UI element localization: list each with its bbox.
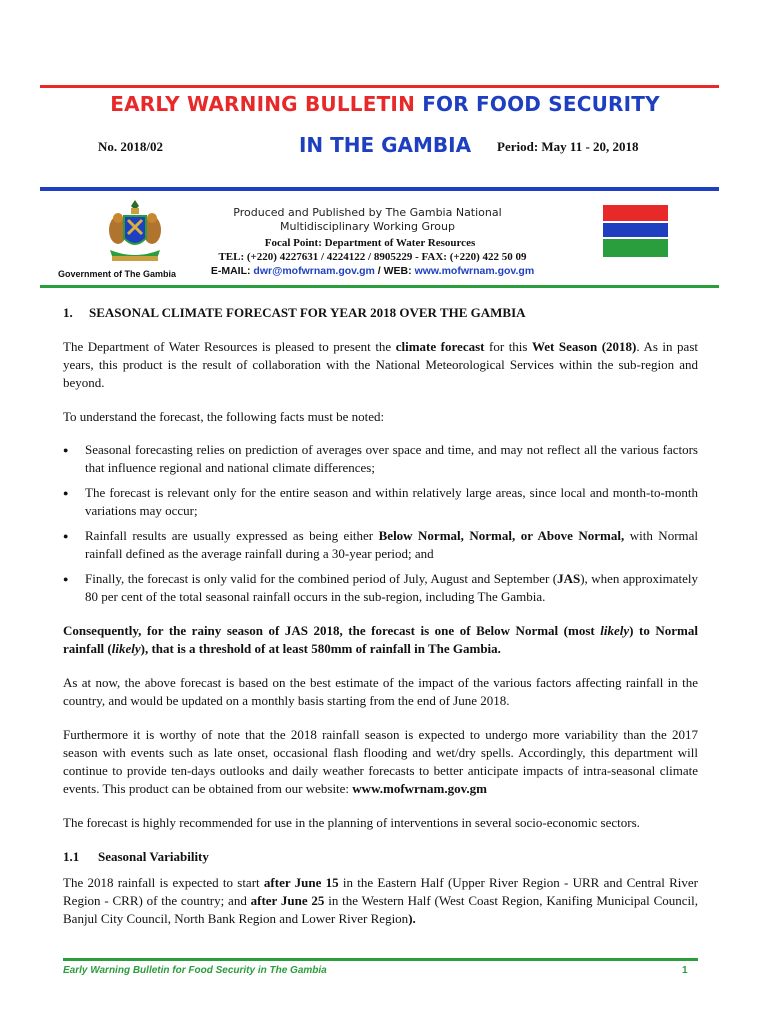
government-label: Government of The Gambia [58, 269, 177, 279]
email-link[interactable]: dwr@mofwrnam.gov.gm [253, 265, 375, 277]
list-item: ● Finally, the forecast is only valid for the combined period of July, August and September (JAS), when approximately 80 per cent of the total seasonal rainfall occurs in the sub-region, including The Gambia. [63, 570, 698, 606]
list-item: ● Seasonal forecasting relies on prediction of averages over space and time, and may not reflect all the various factors that influence regional and national climate differences; [63, 441, 698, 477]
header-green-rule [40, 285, 719, 288]
seasonal-variability-paragraph: The 2018 rainfall is expected to start after June 15 in the Eastern Half (Upper River Region - URR and Central River Region - CRR) of the country; and after June 25 in the Western Half (West Coast Region, Kanifing Municipal Council, Banjul City Council, North Bank Region and Lower River Region). [63, 875, 698, 926]
published-by-line2: Multidisciplinary Working Group [280, 220, 455, 233]
contact-tel: TEL: (+220) 4227631 / 4224122 / 8905229 - FAX: (+220) 422 50 09 [218, 251, 527, 263]
bulletin-title: EARLY WARNING BULLETIN FOR FOOD SECURITY [110, 92, 660, 116]
bulletin-number: No. 2018/02 [98, 139, 163, 154]
recommendation-paragraph: The forecast is highly recommended for use in the planning of interventions in several socio-economic sectors. [63, 815, 640, 830]
website-link[interactable]: www.mofwrnam.gov.gm [352, 781, 487, 796]
header-top-rule [40, 85, 719, 88]
gambia-flag [603, 205, 668, 257]
forecast-update-paragraph: As at now, the above forecast is based on the best estimate of the impact of the various factors affecting rainfall in the country, and would be updated on a monthly basis starting from the end of June 2018. [63, 675, 698, 708]
intro-paragraph: The Department of Water Resources is pleased to present the climate forecast for this Wet Season (2018). As in past years, this product is the result of collaboration with the National Meteorological Services within the sub-region and beyond. [63, 339, 698, 390]
section-1 [63, 304, 698, 928]
list-item: ● Rainfall results are usually expressed as being either Below Normal, Normal, or Above Normal, with Normal rainfall defined as the average rainfall during a 30-year period; and [63, 527, 698, 563]
focal-point: Focal Point: Department of Water Resources [264, 237, 476, 249]
footer-rule [63, 958, 698, 961]
header-blue-rule [40, 187, 719, 191]
coat-of-arms-logo [104, 198, 166, 266]
footer-title: Early Warning Bulletin for Food Security in The Gambia [63, 965, 327, 976]
contact-email-web: E-MAIL: dwr@mofwrnam.gov.gm / WEB: www.mofwrnam.gov.gm [210, 265, 535, 277]
published-by-line1: Produced and Published by The Gambia National [233, 206, 502, 219]
section-1-1-heading: 1.1 Seasonal Variability [63, 849, 209, 864]
bulletin-period: Period: May 11 - 20, 2018 [497, 139, 639, 154]
list-item: ● The forecast is relevant only for the entire season and within relatively large areas, since local and month-to-month variations may occur; [63, 484, 698, 520]
facts-intro: To understand the forecast, the following facts must be noted: [63, 409, 385, 424]
bulletin-title-line2: IN THE GAMBIA [298, 133, 472, 157]
forecast-conclusion: Consequently, for the rainy season of JAS 2018, the forecast is one of Below Normal (most likely) to Normal rainfall (likely), that is a threshold of at least 580mm of rainfall in The Gambia. [63, 623, 698, 656]
facts-list [63, 441, 698, 606]
variability-paragraph: Furthermore it is worthy of note that the 2018 rainfall season is expected to undergo more variability than the 2017 season with events such as late onset, occasional flash flooding and wet/dry spells. Accordingly, this department will continue to provide ten-days outlooks and daily weather forecasts to better anticipate impacts of intra-seasonal climate events. This product can be obtained from our website: www.mofwrnam.gov.gm [63, 727, 698, 796]
web-link[interactable]: www.mofwrnam.gov.gm [414, 265, 535, 277]
page-number: 1 [682, 965, 688, 976]
section-1-heading: 1. SEASONAL CLIMATE FORECAST FOR YEAR 2018 OVER THE GAMBIA [63, 305, 526, 320]
